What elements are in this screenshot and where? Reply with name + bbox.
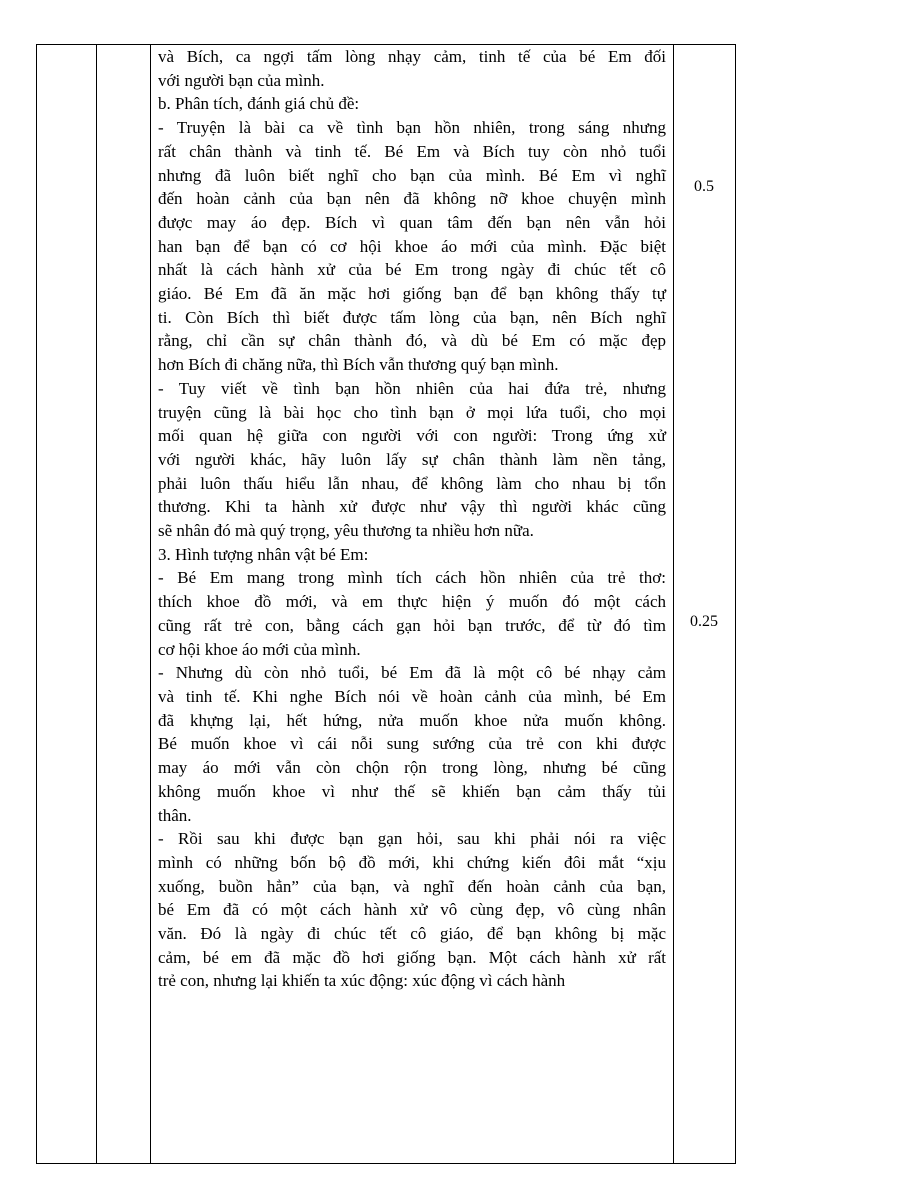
text-line: trẻ con, nhưng lại khiến ta xúc động: xúc động vì cách hành bbox=[158, 971, 566, 991]
text-line: rất chân thành và tinh tế. Bé Em và Bích tuy còn nhỏ tuổi bbox=[158, 141, 666, 161]
answer-content-cell bbox=[158, 45, 666, 993]
text-line: cơ hội khoe áo mới của mình. bbox=[158, 639, 361, 659]
score-cell: 0.5 bbox=[694, 178, 714, 195]
text-line: bé Em đã có một cách hành xử vô cùng đẹp, vô cùng nhân bbox=[158, 900, 666, 920]
text-line: rằng, chỉ cần sự chân thành đó, và dù bé Em có mặc đẹp bbox=[158, 331, 666, 351]
text-line: nhất là cách hành xử của bé Em trong ngày đi chúc tết cô bbox=[158, 260, 666, 280]
text-line: hơn Bích đi chăng nữa, thì Bích vẫn thương quý bạn mình. bbox=[158, 355, 559, 375]
text-line: - Rồi sau khi được bạn gạn hỏi, sau khi phải nói ra việc bbox=[158, 829, 666, 849]
text-line: và tinh tế. Khi nghe Bích nói về hoàn cảnh của mình, bé Em bbox=[158, 686, 666, 706]
text-line: mối quan hệ giữa con người với con người: Trong ứng xử bbox=[158, 426, 666, 446]
text-line: truyện cũng là bài học cho tình bạn ở mọi lứa tuổi, cho mọi bbox=[158, 402, 666, 422]
text-line: Bé muốn khoe vì cái nỗi sung sướng của trẻ con khi được bbox=[158, 734, 666, 754]
text-line: xuống, buồn hẳn” của bạn, và nghĩ đến hoàn cảnh của bạn, bbox=[158, 876, 666, 896]
text-line: được may áo đẹp. Bích vì quan tâm đến bạn nên vẫn hỏi bbox=[158, 212, 666, 232]
text-line: mình có những bốn bộ đồ mới, khi chứng kiến đôi mắt “xịu bbox=[158, 852, 666, 872]
text-line: phải luôn thấu hiểu lẫn nhau, để không làm cho nhau bị tổn bbox=[158, 473, 666, 493]
text-line: giáo. Bé Em đã ăn mặc hơi giống bạn để bạn không thấy tự bbox=[158, 284, 666, 304]
text-line: nhưng đã luôn biết nghĩ cho bạn của mình. Bé Em vì nghĩ bbox=[158, 165, 666, 185]
text-line: thân. bbox=[158, 805, 192, 825]
text-line: cảm, bé em đã mặc đồ hơi giống bạn. Một cách hành xử rất bbox=[158, 947, 666, 967]
column-divider-2 bbox=[150, 45, 151, 1163]
text-line: không muốn khoe vì như thế sẽ khiến bạn cảm thấy tủi bbox=[158, 781, 666, 801]
text-line: - Nhưng dù còn nhỏ tuổi, bé Em đã là một cô bé nhạy cảm bbox=[158, 663, 666, 683]
text-line: - Tuy viết về tình bạn hồn nhiên của hai đứa trẻ, nhưng bbox=[158, 378, 666, 398]
text-line: may áo mới vẫn còn chộn rộn trong lòng, nhưng bé cũng bbox=[158, 758, 666, 778]
score-cell: 0.25 bbox=[690, 613, 718, 630]
text-line: thương. Khi ta hành xử được như vậy thì người khác cũng bbox=[158, 497, 666, 517]
text-line: b. Phân tích, đánh giá chủ đề: bbox=[158, 94, 360, 114]
text-line: - Truyện là bài ca về tình bạn hồn nhiên, trong sáng nhưng bbox=[158, 118, 666, 138]
column-divider-1 bbox=[96, 45, 97, 1163]
text-line: sẽ nhân đó mà quý trọng, yêu thương ta nhiều hơn nữa. bbox=[158, 521, 534, 541]
column-divider-3 bbox=[673, 45, 674, 1163]
text-line: với người bạn của mình. bbox=[158, 70, 325, 90]
text-line: - Bé Em mang trong mình tích cách hồn nhiên của trẻ thơ: bbox=[158, 568, 666, 588]
text-line: thích khoe đồ mới, và em thực hiện ý muốn đó một cách bbox=[158, 592, 666, 612]
text-line: 3. Hình tượng nhân vật bé Em: bbox=[158, 544, 369, 564]
text-line: đã khựng lại, hết hứng, nửa muốn khoe nửa muốn không. bbox=[158, 710, 666, 730]
text-line: cũng rất trẻ con, bằng cách gạn hỏi bạn trước, để từ đó tìm bbox=[158, 615, 666, 635]
text-line: đến hoàn cảnh của bạn nên đã không nỡ khoe chuyện mình bbox=[158, 189, 666, 209]
text-line: văn. Đó là ngày đi chúc tết cô giáo, để bạn không bị mặc bbox=[158, 924, 666, 944]
text-line: và Bích, ca ngợi tấm lòng nhạy cảm, tinh tế của bé Em đối bbox=[158, 47, 666, 66]
text-line: han bạn để bạn có cơ hội khoe áo mới của mình. Đặc biệt bbox=[158, 236, 666, 256]
text-line: với người khác, hãy luôn lấy sự chân thành làm nền tảng, bbox=[158, 449, 666, 469]
text-line: ti. Còn Bích thì biết được tấm lòng của bạn, nên Bích nghĩ bbox=[158, 307, 666, 327]
